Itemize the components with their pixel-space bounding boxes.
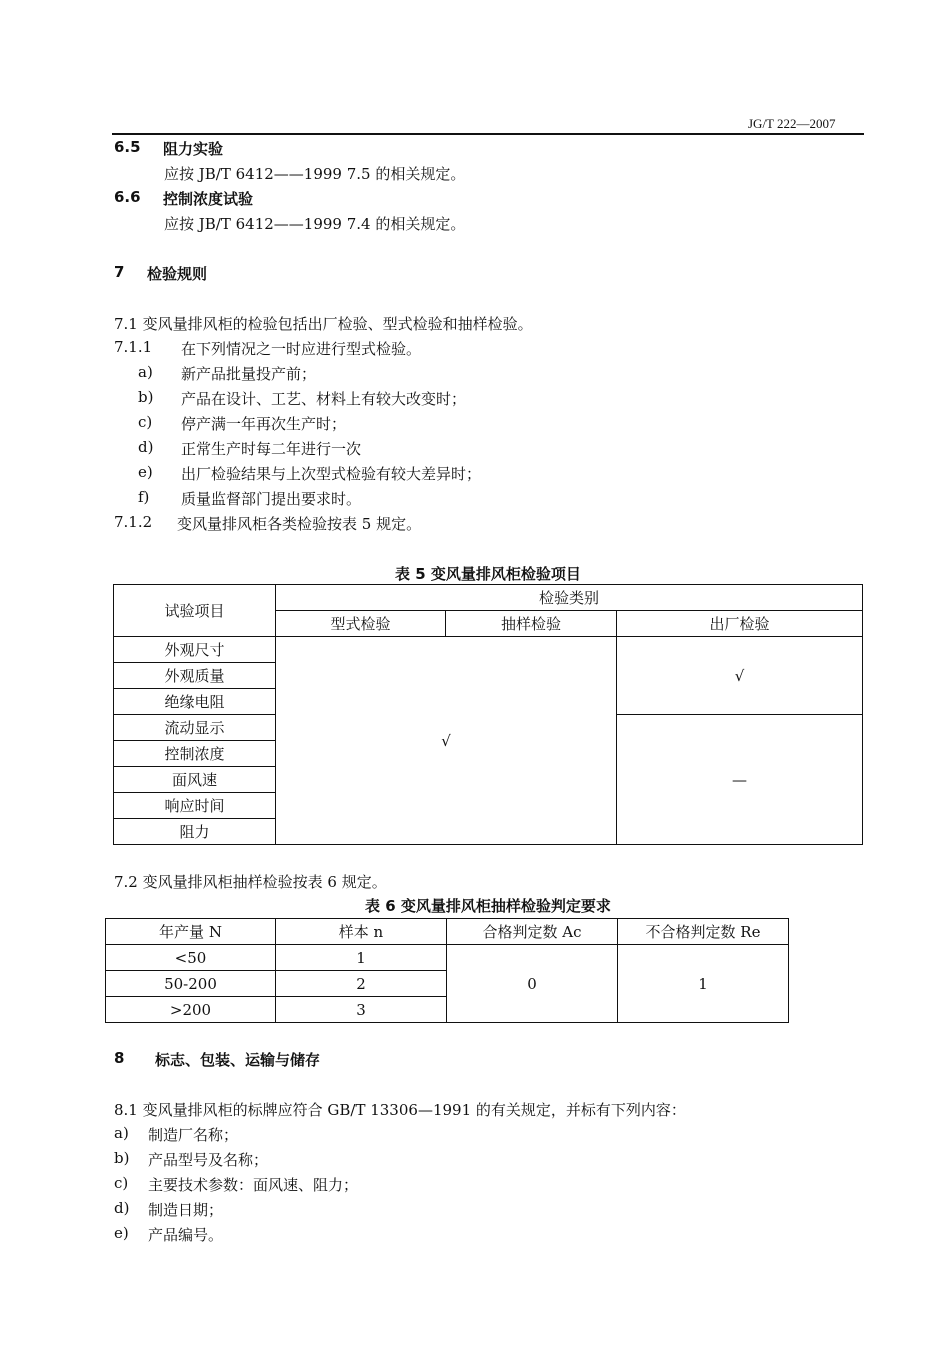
- table-6-cell-n: >200: [106, 997, 276, 1023]
- section-7-1-1-text: 在下列情况之一时应进行型式检验。: [181, 340, 422, 358]
- list-item-text: 正常生产时每二年进行一次: [181, 440, 362, 458]
- section-7-1-2-text: 变风量排风柜各类检验按表 5 规定。: [177, 515, 422, 533]
- section-7-2-text: 7.2 变风量排风柜抽样检验按表 6 规定。: [114, 873, 387, 891]
- table-5-row-item: 外观质量: [114, 663, 276, 689]
- table-5-row-item: 控制浓度: [114, 741, 276, 767]
- list-item-label: b): [138, 388, 154, 406]
- table-5-row-item: 响应时间: [114, 793, 276, 819]
- section-6-5-title: 阻力实验: [163, 140, 224, 158]
- table-5-header-factory: 出厂检验: [617, 611, 863, 637]
- table-6-cell-sample: 2: [276, 971, 447, 997]
- list-item-text: 新产品批量投产前；: [181, 365, 317, 383]
- section-7-1-text: 7.1 变风量排风柜的检验包括出厂检验、型式检验和抽样检验。: [114, 315, 533, 333]
- table-6-cell-n: <50: [106, 945, 276, 971]
- list-item-text: 停产满一年再次生产时；: [181, 415, 347, 433]
- list-item-label: f): [138, 488, 150, 506]
- section-8-number: 8: [114, 1049, 125, 1067]
- list-item-label: e): [114, 1224, 129, 1242]
- table-6-cell-ac: 0: [447, 945, 618, 1023]
- section-7-title: 检验规则: [147, 265, 208, 283]
- list-item-label: b): [114, 1149, 130, 1167]
- table-5-header-item: 试验项目: [114, 585, 276, 637]
- list-item-label: e): [138, 463, 153, 481]
- table-6-cell-re: 1: [618, 945, 789, 1023]
- table-5-row-item: 阻力: [114, 819, 276, 845]
- list-item-label: a): [114, 1124, 129, 1142]
- list-item-label: d): [138, 438, 154, 456]
- section-6-5-body: 应按 JB/T 6412——1999 7.5 的相关规定。: [164, 165, 466, 183]
- table-6-header: 合格判定数 Ac: [447, 919, 618, 945]
- list-item-text: 主要技术参数：面风速、阻力；: [148, 1176, 359, 1194]
- list-item-text: 制造日期；: [148, 1201, 224, 1219]
- table-6-header: 不合格判定数 Re: [618, 919, 789, 945]
- list-item-text: 产品在设计、工艺、材料上有较大改变时；: [181, 390, 467, 408]
- table-6: [105, 918, 789, 1023]
- section-7-1-2-number: 7.1.2: [114, 513, 153, 531]
- section-7-number: 7: [114, 263, 125, 281]
- table-5-header-sample: 抽样检验: [446, 611, 617, 637]
- section-6-6-number: 6.6: [114, 188, 141, 206]
- list-item-label: d): [114, 1199, 130, 1217]
- table-5: [113, 584, 863, 845]
- table-5-header-type: 型式检验: [276, 611, 446, 637]
- section-7-1-1-number: 7.1.1: [114, 338, 153, 356]
- table-6-cell-sample: 1: [276, 945, 447, 971]
- list-item-text: 产品编号。: [148, 1226, 224, 1244]
- table-6-cell-n: 50-200: [106, 971, 276, 997]
- list-item-label: c): [138, 413, 153, 431]
- table-5-type-sample-check: √: [276, 637, 617, 845]
- list-item-text: 制造厂名称；: [148, 1126, 239, 1144]
- list-item-text: 出厂检验结果与上次型式检验有较大差异时；: [181, 465, 482, 483]
- doc-header-code: JG/T 222—2007: [748, 116, 836, 131]
- list-item-label: a): [138, 363, 153, 381]
- list-item-text: 质量监督部门提出要求时。: [181, 490, 362, 508]
- header-rule: [112, 133, 864, 135]
- table-6-cell-sample: 3: [276, 997, 447, 1023]
- table-6-header: 年产量 N: [106, 919, 276, 945]
- table-5-row-item: 面风速: [114, 767, 276, 793]
- table-5-row-item: 流动显示: [114, 715, 276, 741]
- table-5-caption: 表 5 变风量排风柜检验项目: [395, 565, 581, 583]
- table-6-caption: 表 6 变风量排风柜抽样检验判定要求: [365, 897, 611, 915]
- section-8-1-text: 8.1 变风量排风柜的标牌应符合 GB/T 13306—1991 的有关规定，并标有下列内容：: [114, 1101, 686, 1119]
- table-5-factory-dash: —: [617, 715, 863, 845]
- table-5-row-item: 外观尺寸: [114, 637, 276, 663]
- section-8-title: 标志、包装、运输与储存: [155, 1051, 321, 1069]
- section-6-6-title: 控制浓度试验: [163, 190, 254, 208]
- table-6-header: 样本 n: [276, 919, 447, 945]
- section-6-6-body: 应按 JB/T 6412——1999 7.4 的相关规定。: [164, 215, 466, 233]
- table-5-header-group: 检验类别: [276, 585, 863, 611]
- list-item-label: c): [114, 1174, 129, 1192]
- table-5-factory-check: √: [617, 637, 863, 715]
- section-6-5-number: 6.5: [114, 138, 141, 156]
- table-5-row-item: 绝缘电阻: [114, 689, 276, 715]
- list-item-text: 产品型号及名称；: [148, 1151, 269, 1169]
